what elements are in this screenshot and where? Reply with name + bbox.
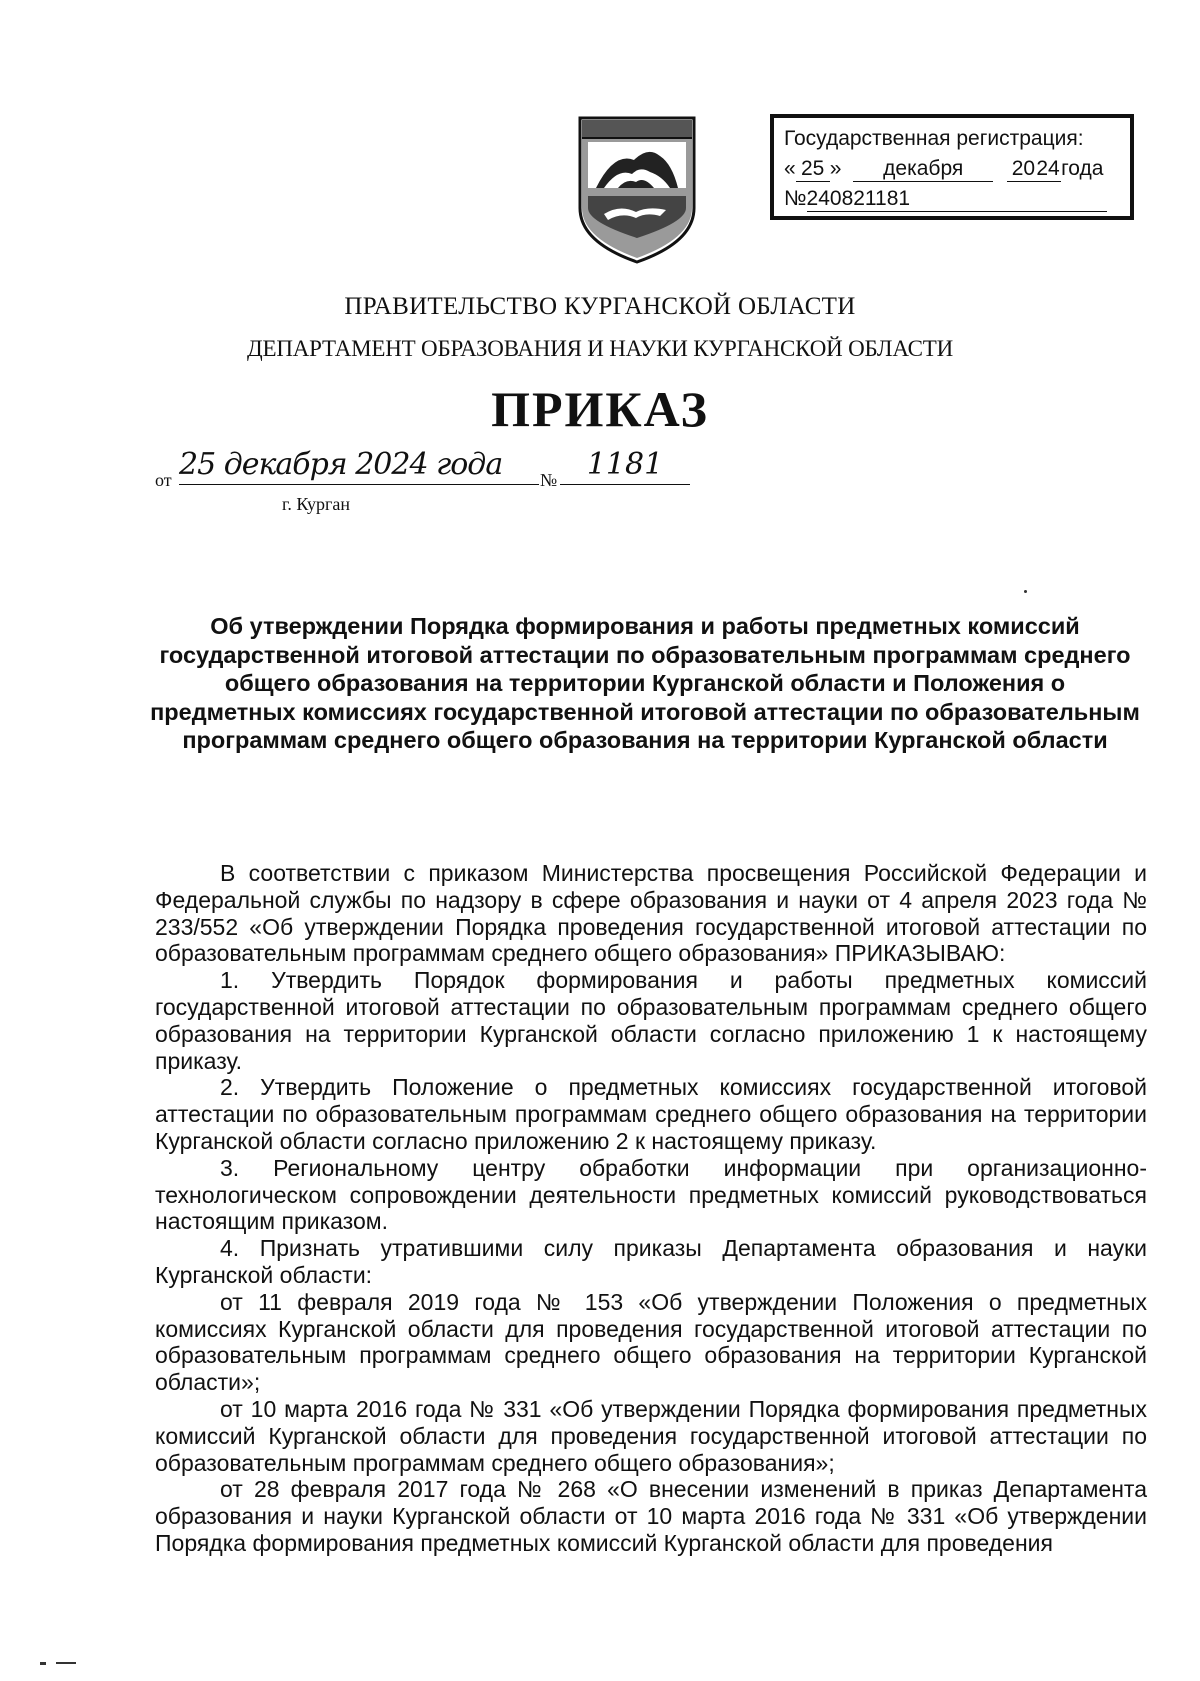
scan-speck — [1024, 590, 1027, 593]
city: г. Курган — [282, 494, 351, 514]
document-body — [155, 860, 1147, 1557]
department-name: ДЕПАРТАМЕНТ ОБРАЗОВАНИЯ И НАУКИ КУРГАНСКОЙ ОБЛАСТИ — [247, 336, 953, 361]
paragraph-repealed-2: от 10 марта 2016 года № 331 «Об утверждении Порядка формирования предметных комиссий Курганской области для проведения государственной итоговой аттестации по образовательным программам среднего общего образования»; — [155, 1395, 1147, 1476]
paragraph-repealed-3: от 28 февраля 2017 года № 268 «О внесении изменений в приказ Департамента образования и науки Курганской области от 10 марта 2016 года № 331 «Об утверждении Порядка формирования предметных комиссий Курганской области для проведения — [155, 1476, 1147, 1556]
registration-stamp — [770, 114, 1134, 220]
paragraph-item-3: 3. Региональному центру обработки информации при организационно-технологическом сопровождении деятельности предметных комиссий руководствоваться настоящим приказом. — [155, 1154, 1147, 1235]
registration-day: 25 — [796, 157, 830, 182]
registration-year-word: года — [1061, 157, 1104, 180]
registration-year-suffix: 24 — [1036, 157, 1060, 180]
coat-of-arms-icon — [574, 112, 700, 264]
government-name: ПРАВИТЕЛЬСТВО КУРГАНСКОЙ ОБЛАСТИ — [344, 293, 856, 320]
paragraph-item-4: 4. Признать утратившими силу приказы Департамента образования и науки Курганской области: — [155, 1235, 1147, 1288]
document-title: Об утверждении Порядка формирования и работы предметных комиссий государственной итоговой аттестации по образовательным программам среднего общего образования на территории Курганской области и Положения о предметных комиссиях государственной итоговой аттестации по образовательным программам среднего общего образования на территории Курганской области — [150, 613, 1140, 753]
order-number-handwritten: 1181 — [560, 448, 690, 485]
registration-number-line: №240821181 — [784, 184, 1130, 214]
date-prefix: от — [155, 470, 172, 490]
order-date-line — [155, 448, 695, 488]
scan-mark — [40, 1662, 80, 1665]
registration-date: « 25 » декабря 2024года — [784, 157, 1104, 180]
order-date-handwritten: 25 декабря 2024 года — [179, 448, 539, 485]
registration-month: декабря — [853, 157, 993, 182]
paragraph-repealed-1: от 11 февраля 2019 года № 153 «Об утверждении Положения о предметных комиссиях Курганской области для проведения государственной итоговой аттестации по образовательным программам среднего общего образования на территории Курганской области»; — [155, 1288, 1147, 1396]
paragraph-preamble: В соответствии с приказом Министерства просвещения Российской Федерации и Федеральной службы по надзору в сфере образования и науки от 4 апреля 2023 года № 233/552 «Об утверждении Порядка проведения государственной итоговой аттестации по образовательным программам среднего общего образования» ПРИКАЗЫВАЮ: — [155, 860, 1147, 967]
document-type: ПРИКАЗ — [491, 381, 709, 437]
paragraph-item-1: 1. Утвердить Порядок формирования и работы предметных комиссий государственной итоговой аттестации по образовательным программам среднего общего образования на территории Курганской области согласно приложению 1 к настоящему приказу. — [155, 967, 1147, 1074]
paragraph-item-2: 2. Утвердить Положение о предметных комиссиях государственной итоговой аттестации по образовательным программам среднего общего образования на территории Курганской области согласно приложению 2 к настоящему приказу. — [155, 1074, 1147, 1154]
number-sign: № — [540, 470, 558, 490]
registration-number: 240821181 — [807, 187, 1107, 212]
registration-year-prefix: 20 — [1007, 157, 1035, 182]
registration-header: Государственная регистрация: — [784, 127, 1084, 150]
